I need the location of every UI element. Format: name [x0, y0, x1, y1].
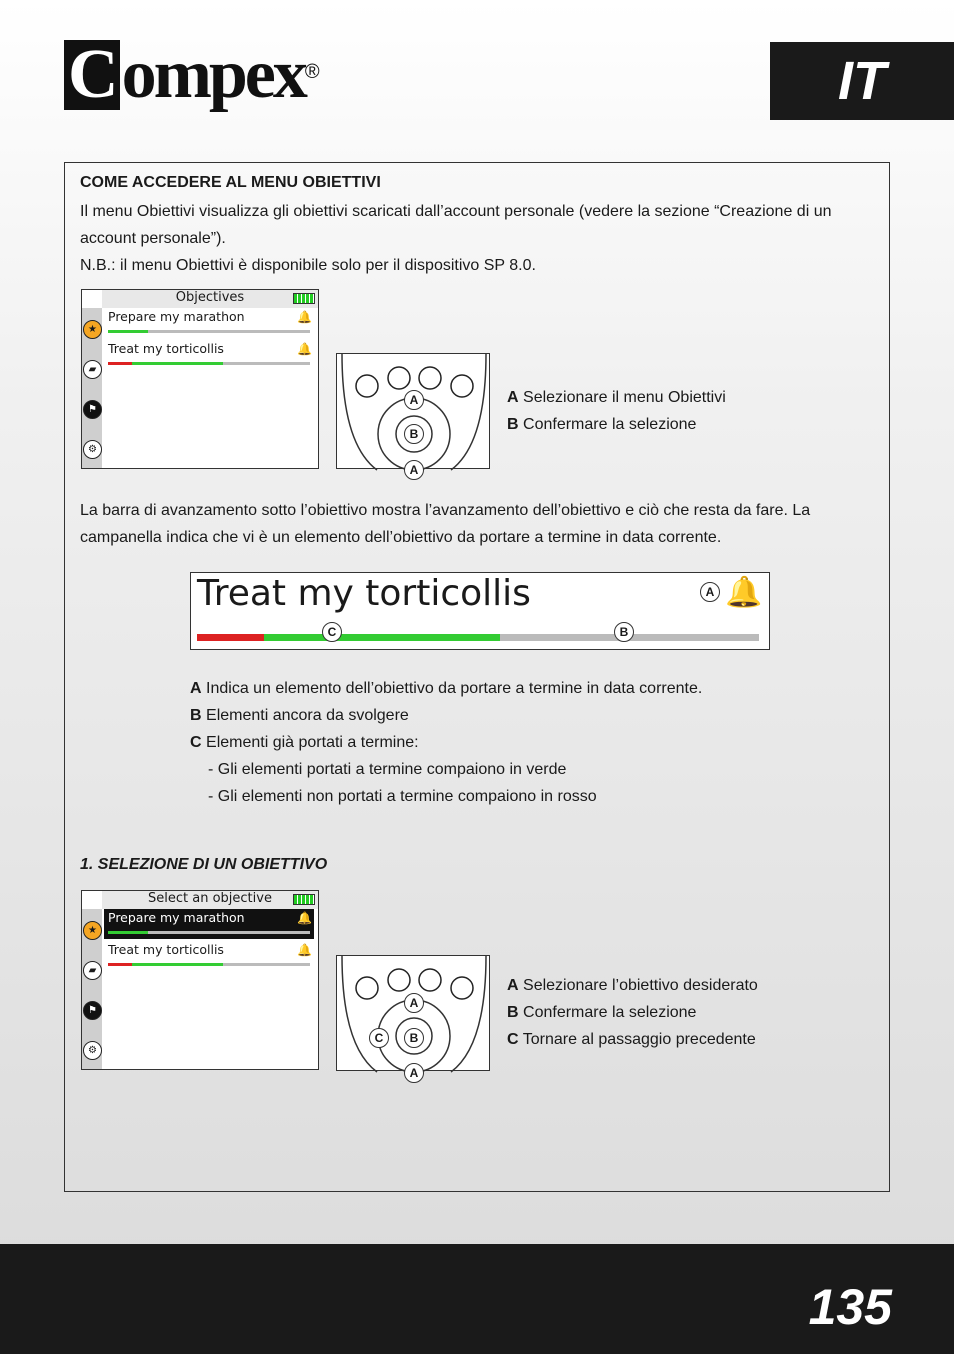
screen-sidebar	[82, 909, 102, 1069]
device-buttons-drawing	[337, 354, 491, 470]
progress-detail	[190, 572, 770, 650]
objective-label: Treat my torticollis	[197, 573, 531, 614]
progress-bar	[108, 931, 310, 934]
star-icon: ★	[83, 921, 102, 940]
progress-bar	[108, 963, 310, 966]
device-controls	[336, 955, 490, 1080]
bell-icon: 🔔	[297, 310, 312, 324]
progress-bar	[197, 634, 759, 641]
gear-icon: ⚙	[83, 440, 102, 459]
intro-paragraph: Il menu Obiettivi visualizza gli obiettivi scaricati dall’account personale (vedere la sezione “Creazione di un account personale”).	[80, 203, 832, 247]
callout-a: A	[700, 582, 720, 602]
callout-c: C	[322, 622, 342, 642]
bell-icon: 🔔	[297, 911, 312, 925]
callout-b: B	[404, 1028, 424, 1048]
compex-logo: Compex®	[64, 40, 320, 110]
section-subheading: 1. SELEZIONE DI UN OBIETTIVO	[80, 856, 328, 873]
star-icon: ★	[83, 320, 102, 339]
callout-a: A	[404, 993, 424, 1013]
bar-legend: A Indica un elemento dell’obiettivo da portare a termine in data corrente. B Elementi ancora da svolgere C Elementi già portati a termine: - Gli elementi portati a termine compaiono in verde - Gli elementi non portati a termine compaiono in rosso	[190, 680, 703, 805]
bell-icon: 🔔	[725, 576, 763, 609]
language-tab: IT	[770, 42, 954, 120]
list-item[interactable]: Treat my torticollis 🔔	[104, 340, 314, 370]
flag-icon: ⚑	[83, 1001, 102, 1020]
folder-icon: ▰	[83, 360, 102, 379]
section-heading: COME ACCEDERE AL MENU OBIETTIVI	[80, 174, 381, 191]
screen-sidebar	[82, 308, 102, 468]
callout-b: B	[404, 424, 424, 444]
list-item[interactable]: Prepare my marathon 🔔	[104, 308, 314, 338]
screen-title: Select an objective	[102, 891, 318, 909]
bell-icon: 🔔	[297, 342, 312, 356]
list-item[interactable]: Treat my torticollis 🔔	[104, 941, 314, 971]
callout-a: A	[404, 390, 424, 410]
flag-icon: ⚑	[83, 400, 102, 419]
callout-c: C	[369, 1028, 389, 1048]
list-item-selected[interactable]: Prepare my marathon 🔔	[104, 909, 314, 939]
callout-a: A	[404, 1063, 424, 1083]
gear-icon: ⚙	[83, 1041, 102, 1060]
battery-icon	[293, 894, 315, 905]
callout-b: B	[614, 622, 634, 642]
progress-paragraph: La barra di avanzamento sotto l’obiettivo mostra l’avanzamento dell’obiettivo e ciò che resta da fare. La campanella indica che vi è un elemento dell’obiettivo da portare a termine in data corrente.	[80, 502, 811, 546]
folder-icon: ▰	[83, 961, 102, 980]
objectives-screen	[81, 289, 319, 469]
note-paragraph: N.B.: il menu Obiettivi è disponibile solo per il dispositivo SP 8.0.	[80, 257, 536, 274]
callout-legend: A Selezionare l’obiettivo desiderato B Confermare la selezione C Tornare al passaggio precedente	[507, 977, 758, 1048]
select-objective-screen	[81, 890, 319, 1070]
battery-icon	[293, 293, 315, 304]
progress-bar	[108, 330, 310, 333]
device-controls	[336, 353, 490, 477]
callout-legend: A Selezionare il menu Obiettivi B Confermare la selezione	[507, 389, 726, 433]
device-buttons-drawing	[337, 956, 491, 1072]
callout-a: A	[404, 460, 424, 480]
page-number: 135	[808, 1279, 892, 1335]
bell-icon: 🔔	[297, 943, 312, 957]
screen-title: Objectives	[102, 290, 318, 308]
progress-bar	[108, 362, 310, 365]
